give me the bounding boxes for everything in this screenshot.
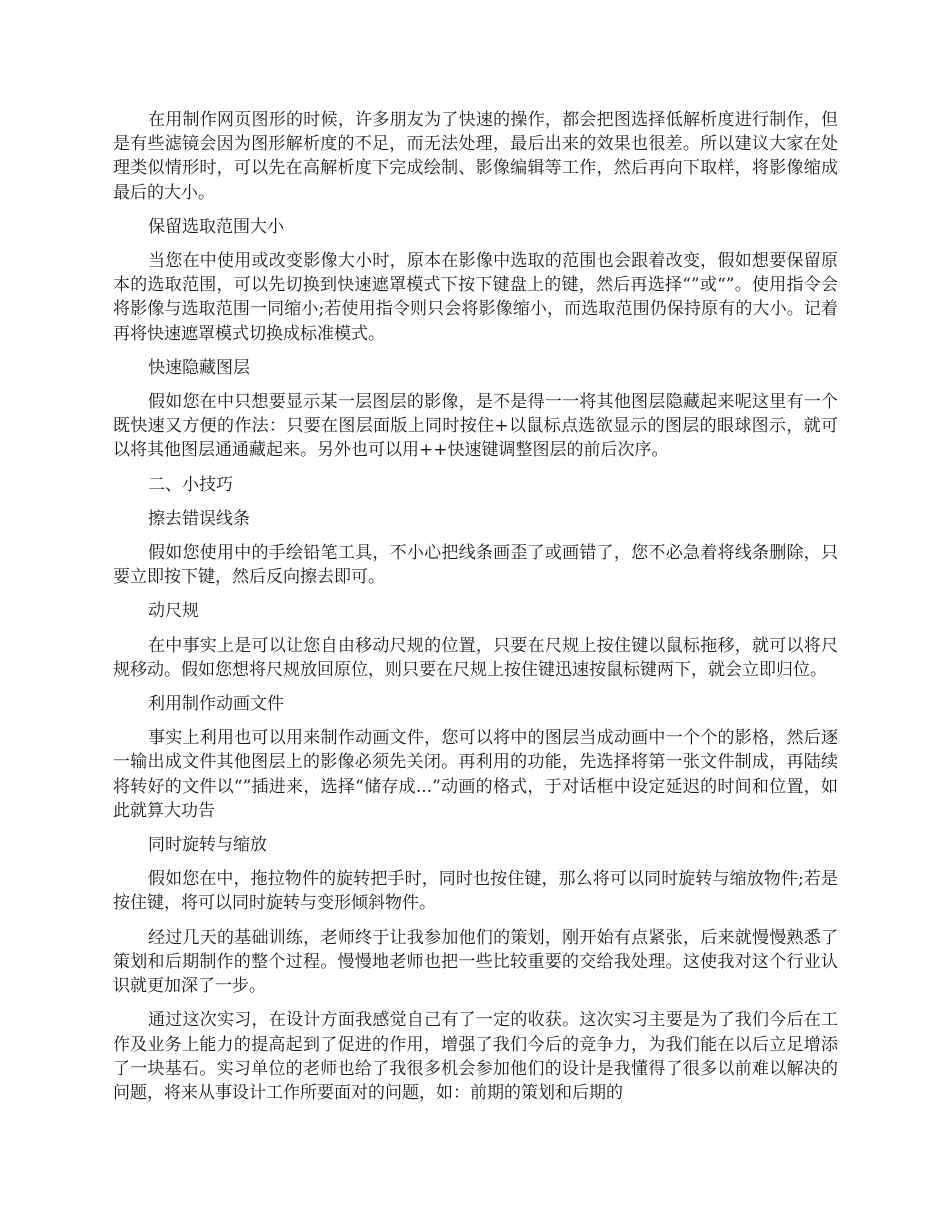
paragraph-training: 经过几天的基础训练，老师终于让我参加他们的策划，刚开始有点紧张，后来就慢慢熟悉了策划和后期制作的整个过程。慢慢地老师也把一些比较重要的交给我处理。这使我对这个行业认识就更加深了一步。 — [113, 927, 838, 997]
section-heading-rotate-scale: 同时旋转与缩放 — [148, 835, 267, 856]
paragraph-animation: 事实上利用也可以用来制作动画文件，您可以将中的图层当成动画中一个个的影格，然后逐一输出成文件其他图层上的影像必须先关闭。再利用的功能，先选择将第一张文件制成，再陆续将转好的文件以“”插进来，选择“储存成...”动画的格式，于对话框中设定延迟的时间和位置，如此就算大功告 — [113, 728, 838, 821]
paragraph-rotate-scale: 假如您在中，拖拉物件的旋转把手时，同时也按住键，那么将可以同时旋转与缩放物件;若是按住键，将可以同时旋转与变形倾斜物件。 — [113, 869, 838, 914]
section-heading-keep-selection: 保留选取范围大小 — [148, 216, 284, 237]
document-page — [113, 108, 838, 1115]
paragraph-intro: 在用制作网页图形的时候，许多朋友为了快速的操作，都会把图选择低解析度进行制作，但是有些滤镜会因为图形解析度的不足，而无法处理，最后出来的效果也很差。所以建议大家在处理类似情形时，可以先在高解析度下完成绘制、影像编辑等工作，然后再向下取样，将影像缩成最后的大小。 — [113, 110, 838, 203]
paragraph-erase-lines: 假如您使用中的手绘铅笔工具，不小心把线条画歪了或画错了，您不必急着将线条删除，只要立即按下键，然后反向擦去即可。 — [113, 543, 838, 588]
paragraph-hide-layers: 假如您在中只想要显示某一层图层的影像，是不是得一一将其他图层隐藏起来呢这里有一个既快速又方便的作法：只要在图层面版上同时按住+以鼠标点选欲显示的图层的眼球图示，就可以将其他图层通通藏起来。另外也可以用++快速键调整图层的前后次序。 — [113, 392, 838, 461]
section-heading-erase-lines: 擦去错误线条 — [148, 508, 250, 529]
section-heading-ruler: 动尺规 — [148, 601, 199, 622]
paragraph-keep-selection: 当您在中使用或改变影像大小时，原本在影像中选取的范围也会跟着改变，假如想要保留原本的选取范围，可以先切换到快速遮罩模式下按下键盘上的键，然后再选择“”或“”。使用指令会将影像与选取范围一同缩小;若使用指令则只会将影像缩小，而选取范围仍保持原有的大小。记着再将快速遮罩模式切换成标准模式。 — [113, 251, 838, 344]
paragraph-summary: 通过这次实习，在设计方面我感觉自己有了一定的收获。这次实习主要是为了我们今后在工作及业务上能力的提高起到了促进的作用，增强了我们今后的竞争力，为我们能在以后立足增添了一块基石。实习单位的老师也给了我很多机会参加他们的设计是我懂得了很多以前难以解决的问题，将来从事设计工作所要面对的问题，如：前期的策划和后期的 — [113, 1010, 838, 1103]
section-heading-hide-layers: 快速隐藏图层 — [148, 357, 250, 378]
paragraph-ruler: 在中事实上是可以让您自由移动尺规的位置，只要在尺规上按住键以鼠标拖移，就可以将尺规移动。假如您想将尺规放回原位，则只要在尺规上按住键迅速按鼠标键两下，就会立即归位。 — [113, 635, 838, 680]
section-heading-animation: 利用制作动画文件 — [148, 694, 284, 715]
section-heading-tips: 二、小技巧 — [148, 474, 233, 495]
